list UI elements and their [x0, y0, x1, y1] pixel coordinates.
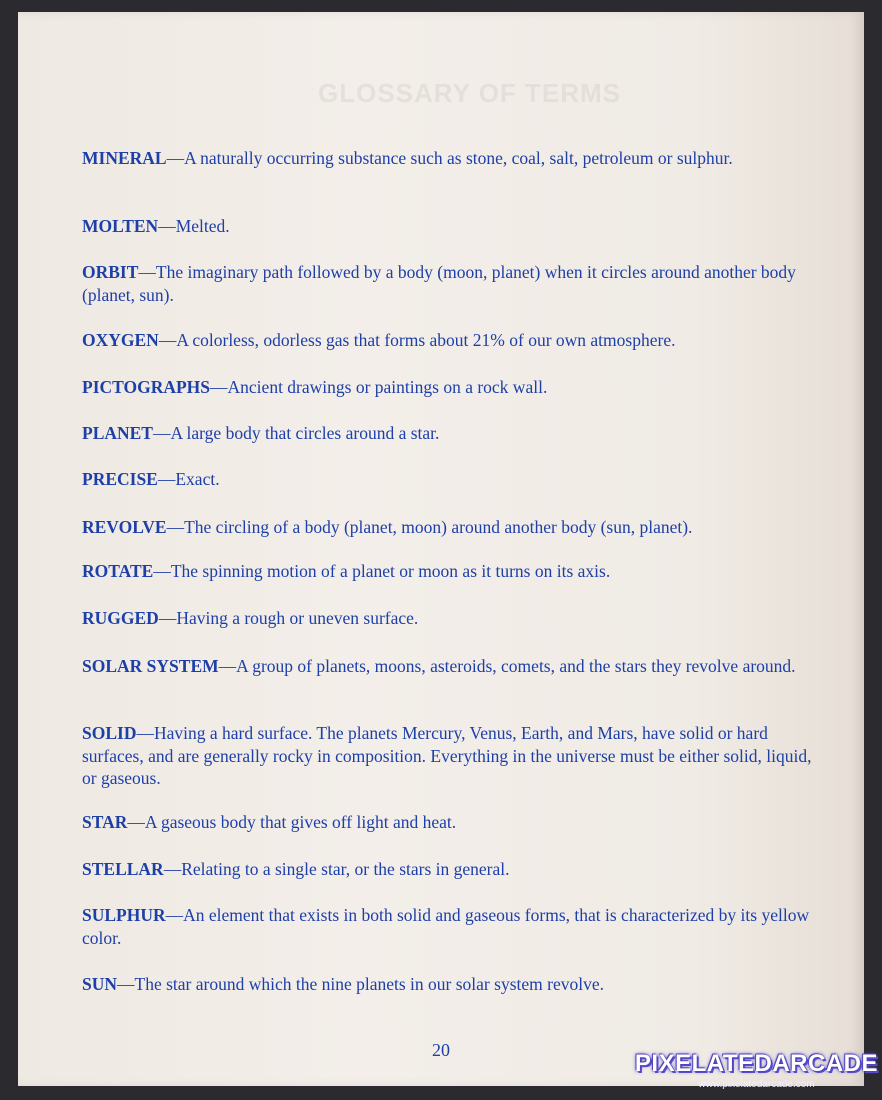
entry-term: SULPHUR [82, 905, 166, 925]
glossary-entry-molten: MOLTEN—Melted. [82, 216, 230, 236]
glossary-entry-stellar: STELLAR—Relating to a single star, or the stars in general. [82, 859, 510, 879]
entry-term: REVOLVE [82, 517, 167, 537]
entry-definition: Ancient drawings or paintings on a rock wall. [227, 377, 548, 397]
entry-definition: Having a rough or uneven surface. [176, 608, 419, 628]
glossary-entry-star: STAR—A gaseous body that gives off light and heat. [82, 812, 457, 832]
glossary-entry-solar-system: SOLAR SYSTEM—A group of planets, moons, asteroids, comets, and the stars they revolve around. [82, 656, 796, 676]
entry-term: SUN [82, 974, 118, 994]
entry-definition: Having a hard surface. The planets Mercury, Venus, Earth, and Mars, have solid or hard surfaces, and are generally rocky in composition. Everything in the universe must be either solid, liquid, or gaseous. [82, 723, 812, 788]
document-page [18, 12, 864, 1086]
entry-term: RUGGED [82, 608, 159, 628]
glossary-entry-rotate: ROTATE—The spinning motion of a planet or moon as it turns on its axis. [82, 561, 611, 581]
glossary-entry-rugged: RUGGED—Having a rough or uneven surface. [82, 608, 419, 628]
entry-definition: A group of planets, moons, asteroids, comets, and the stars they revolve around. [236, 656, 796, 676]
entry-term: SOLAR SYSTEM [82, 656, 219, 676]
watermark [635, 1050, 878, 1090]
entry-definition: An element that exists in both solid and gaseous forms, that is characterized by its yellow color. [82, 905, 810, 948]
glossary-entry-pictographs: PICTOGRAPHS—Ancient drawings or paintings on a rock wall. [82, 377, 548, 397]
entry-definition: A naturally occurring substance such as stone, coal, salt, petroleum or sulphur. [184, 148, 733, 168]
glossary-entry-planet: PLANET—A large body that circles around a star. [82, 423, 440, 443]
entry-definition: The imaginary path followed by a body (moon, planet) when it circles around another body (planet, sun). [82, 262, 796, 305]
entry-definition: The spinning motion of a planet or moon as it turns on its axis. [170, 561, 611, 581]
entry-definition: A gaseous body that gives off light and heat. [144, 812, 457, 832]
entry-term: STAR [82, 812, 128, 832]
glossary-entry-orbit: ORBIT—The imaginary path followed by a body (moon, planet) when it circles around another body (planet, sun). [82, 262, 796, 305]
glossary-entry-mineral: MINERAL—A naturally occurring substance such as stone, coal, salt, petroleum or sulphur. [82, 148, 733, 168]
entry-definition: Melted. [175, 216, 230, 236]
glossary-entry-precise: PRECISE—Exact. [82, 469, 220, 489]
entry-term: MINERAL [82, 148, 167, 168]
entry-term: STELLAR [82, 859, 164, 879]
entry-term: ORBIT [82, 262, 139, 282]
watermark-url: www.pixelatedarcade.com [698, 1079, 815, 1090]
glossary-entry-revolve: REVOLVE—The circling of a body (planet, moon) around another body (sun, planet). [82, 517, 693, 537]
watermark-logo: PIXELATEDARCADE [634, 1050, 878, 1077]
entry-term: PLANET [82, 423, 153, 443]
glossary-entry-sun: SUN—The star around which the nine planets in our solar system revolve. [82, 974, 604, 994]
entry-definition: Exact. [175, 469, 220, 489]
page-number: 20 [432, 1040, 450, 1060]
entry-definition: The circling of a body (planet, moon) around another body (sun, planet). [184, 517, 693, 537]
entry-definition: A colorless, odorless gas that forms about 21% of our own atmosphere. [176, 330, 676, 350]
entry-term: SOLID [82, 723, 137, 743]
glossary-entry-sulphur: SULPHUR—An element that exists in both solid and gaseous forms, that is characterized by its yellow color. [82, 905, 810, 948]
glossary-entry-oxygen: OXYGEN—A colorless, odorless gas that forms about 21% of our own atmosphere. [82, 330, 676, 350]
entry-definition: The star around which the nine planets in our solar system revolve. [134, 974, 604, 994]
entry-term: ROTATE [82, 561, 154, 581]
entry-term: MOLTEN [82, 216, 159, 236]
entry-term: PICTOGRAPHS [82, 377, 211, 397]
entry-definition: Relating to a single star, or the stars in general. [181, 859, 510, 879]
entry-term: OXYGEN [82, 330, 159, 350]
glossary-entry-solid: SOLID—Having a hard surface. The planets Mercury, Venus, Earth, and Mars, have solid or hard surfaces, and are generally rocky in composition. Everything in the universe must be either solid, liquid, or gaseous. [82, 723, 812, 788]
entry-definition: A large body that circles around a star. [170, 423, 440, 443]
entry-term: PRECISE [82, 469, 158, 489]
bleed-through-heading: GLOSSARY OF TERMS [318, 78, 622, 108]
